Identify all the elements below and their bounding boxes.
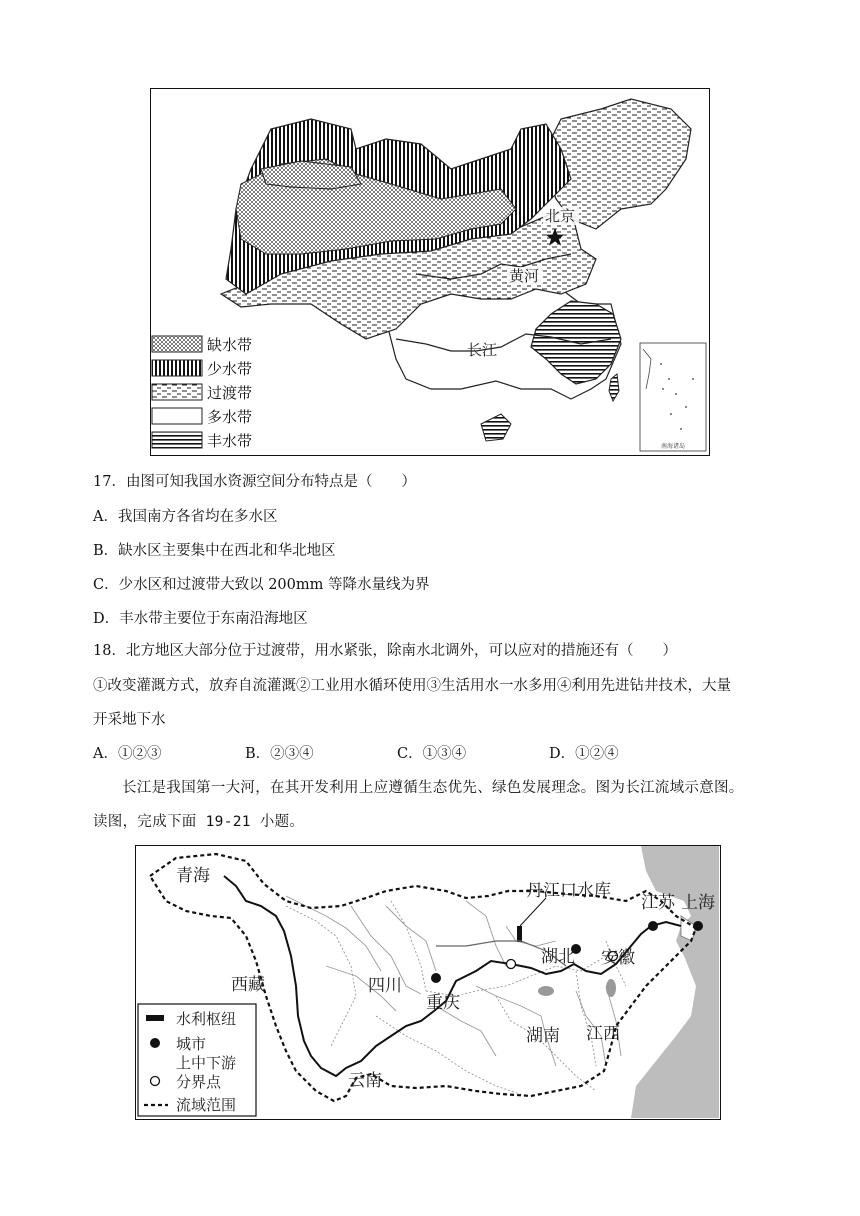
- yangtze-basin-map-svg: [136, 846, 719, 1118]
- legend-boundary-label-2: 分界点: [176, 1073, 222, 1091]
- city-chongqing-icon: [431, 973, 441, 983]
- poyang-lake: [606, 979, 616, 997]
- question-18-statements-cont: 开采地下水: [93, 712, 166, 728]
- dongting-lake: [538, 986, 554, 996]
- city-shanghai-icon: [693, 921, 703, 931]
- legend-city-icon: [150, 1038, 160, 1048]
- question-17-option-b[interactable]: B．缺水区主要集中在西北和华北地区: [93, 543, 336, 559]
- label-anhui: 安徽: [601, 948, 635, 968]
- label-shanghai: 上海: [681, 893, 715, 913]
- question-18-option-b[interactable]: B．②③④: [245, 746, 314, 762]
- label-chongqing: 重庆: [426, 993, 460, 1013]
- water-resources-map: [150, 88, 710, 456]
- legend-hub-label: 水利枢纽: [176, 1010, 237, 1028]
- label-jiangxi: 江西: [586, 1024, 620, 1044]
- east-sea: [631, 846, 719, 1118]
- question-18-stem: 18．北方地区大部分位于过渡带，用水紧张，除南水北调外，可以应对的措施还有（ ）: [93, 643, 677, 659]
- question-17-option-d[interactable]: D．丰水带主要位于东南沿海地区: [93, 611, 308, 627]
- label-jiangsu: 江苏: [641, 893, 675, 913]
- inset-caption: 南海诸岛: [660, 443, 686, 450]
- legend-item-shortage: 缺水带: [151, 332, 252, 356]
- danjiangkou-dam-icon: [517, 926, 522, 942]
- map2-legend: [138, 1004, 256, 1116]
- intro-paragraph-cont: 读图，完成下面 19-21 小题。: [93, 814, 305, 830]
- yangtze-basin-map: [135, 845, 721, 1120]
- question-18-option-a[interactable]: A．①②③: [93, 746, 162, 762]
- hainan-island: [481, 414, 511, 441]
- yangtze-main-river: [224, 876, 681, 1076]
- label-yangtze: 长江: [467, 341, 498, 359]
- legend-boundary-label-1: 上中下游: [176, 1054, 237, 1072]
- city-nanjing-icon: [648, 921, 658, 931]
- label-beijing: 北京: [545, 207, 576, 225]
- question-17-stem: 17．由图可知我国水资源空间分布特点是（ ）: [93, 474, 416, 490]
- legend-item-more: 多水带: [151, 404, 252, 428]
- question-18-option-d[interactable]: D．①②④: [549, 746, 619, 762]
- label-hubei: 湖北: [541, 947, 575, 967]
- label-hunan: 湖南: [526, 1026, 560, 1046]
- tributaries: [286, 896, 621, 1066]
- yichang-boundary-point-icon: [507, 960, 516, 969]
- label-sichuan: 四川: [368, 976, 402, 996]
- intro-paragraph: 长江是我国第一大河，在其开发利用上应遵循生态优先、绿色发展理念。图为长江流域示意图。: [122, 780, 744, 796]
- label-danjiangkou: 丹江口水库: [526, 881, 611, 901]
- taiwan-island: [609, 374, 619, 401]
- map1-legend: [151, 332, 252, 452]
- label-qinghai: 青海: [176, 866, 210, 886]
- legend-item-abundant: 丰水带: [151, 428, 252, 452]
- question-17-option-a[interactable]: A．我国南方各省均在多水区: [93, 509, 278, 525]
- legend-hub-icon: [146, 1015, 164, 1021]
- legend-item-less: 少水带: [151, 356, 252, 380]
- legend-item-transition: 过渡带: [151, 380, 252, 404]
- label-yunnan: 云南: [348, 1071, 382, 1091]
- label-xizang: 西藏: [231, 975, 265, 995]
- legend-boundary-icon: [151, 1077, 160, 1086]
- label-yellow-river: 黄河: [509, 267, 540, 285]
- question-18-statements: ①改变灌溉方式，放弃自流灌溉②工业用水循环使用③生活用水一水多用④利用先进钻井技术，大量: [93, 678, 731, 694]
- legend-basin-label: 流域范围: [176, 1096, 237, 1114]
- question-17-option-c[interactable]: C．少水区和过渡带大致以 200mm 等降水量线为界: [93, 577, 430, 593]
- south-china-sea-inset: [640, 343, 706, 451]
- legend-city-label: 城市: [176, 1035, 207, 1053]
- question-18-option-c[interactable]: C．①③④: [397, 746, 467, 762]
- danjiangkou-leader: [520, 898, 546, 926]
